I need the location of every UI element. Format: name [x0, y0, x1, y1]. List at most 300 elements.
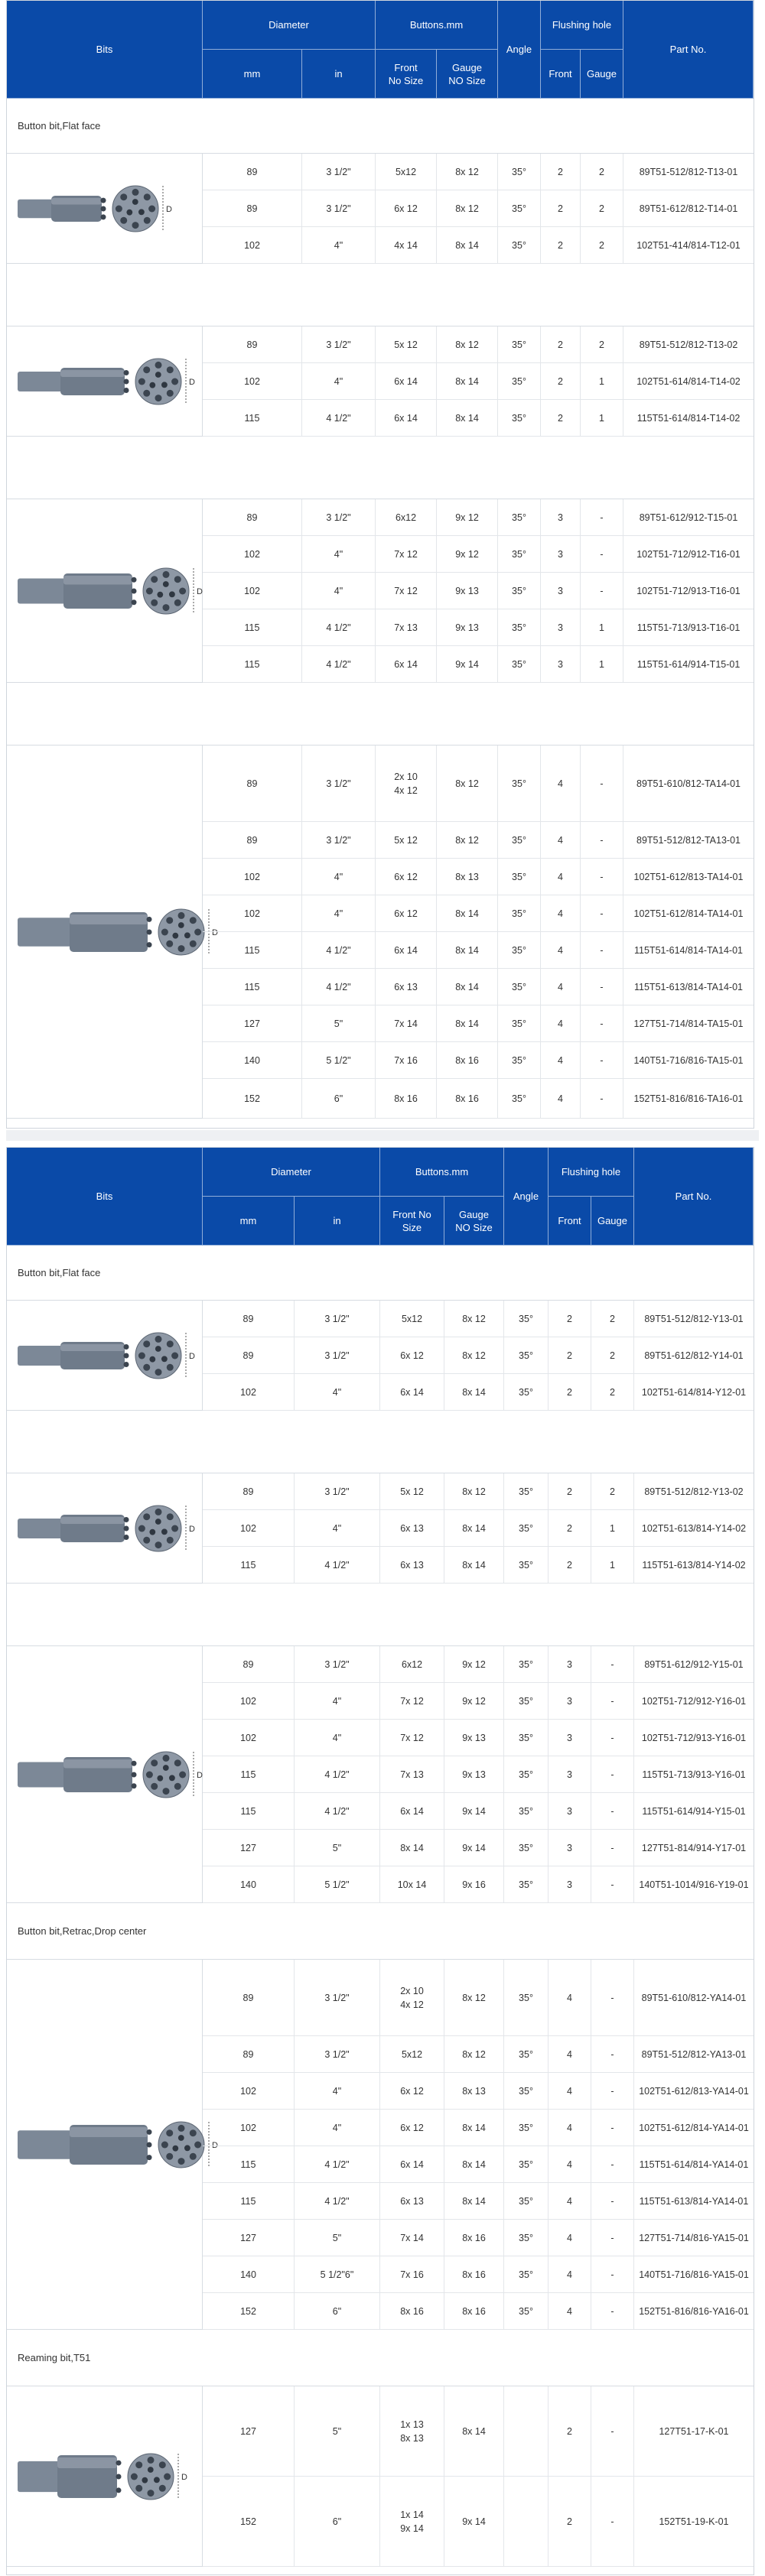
cell-part-no: 127T51-714/816-YA15-01 [639, 2232, 749, 2243]
cell-front-size: 6x12 [376, 499, 437, 535]
bit-tip-button [132, 1761, 137, 1766]
face-button [138, 1353, 145, 1359]
cell-front-size: 6x 14 [380, 1374, 444, 1410]
face-button [146, 588, 153, 595]
cell-in: 4 1/2" [295, 2146, 380, 2182]
cell-angle: 35° [504, 1473, 549, 1509]
cell-gauge-size: 8x 14 [444, 1374, 504, 1410]
cell-flush-front: 4 [549, 2293, 591, 2329]
cell-part-no: 115T51-614/914-Y15-01 [642, 1805, 746, 1817]
face-button [178, 912, 185, 919]
cell-in: 3 1/2" [302, 822, 376, 858]
cell-flush-front: 2 [549, 1301, 591, 1337]
cell-flush-gauge: - [591, 1830, 634, 1866]
cell-front-size: 6x 13 [380, 1510, 444, 1546]
cell-gauge-size: 8x 14 [437, 1005, 498, 1041]
table-row [203, 154, 754, 190]
cell-part-no: 115T51-613/814-Y14-02 [642, 1559, 746, 1571]
header-flushing-hole: Flushing hole [549, 1148, 634, 1197]
cell-gauge-size: 8x 12 [444, 1301, 504, 1337]
cell-part-no: 115T51-614/814-TA14-01 [634, 944, 743, 956]
cell-in: 3 1/2" [302, 190, 376, 226]
table-row [203, 190, 754, 227]
cell-angle: 35° [504, 2256, 549, 2292]
cell-part-no: 89T51-612/812-T14-01 [639, 203, 738, 214]
face-button [148, 2490, 155, 2496]
diameter-label: D [189, 1525, 195, 1534]
cell-gauge-size: 9x 13 [444, 1720, 504, 1756]
cell-in: 3 1/2" [295, 1646, 380, 1682]
face-button [143, 390, 150, 397]
cell-part-no: 102T51-712/912-Y16-01 [641, 1695, 747, 1707]
bit-tip-button [116, 2461, 122, 2466]
cell-angle: 35° [504, 1756, 549, 1792]
cell-flush-gauge: - [591, 2146, 634, 2182]
cell-flush-front: 4 [549, 2256, 591, 2292]
table-row [203, 646, 754, 683]
cell-flush-front: 2 [549, 1374, 591, 1410]
cell-front-size: 6x12 [380, 1646, 444, 1682]
cell-angle: 35° [504, 2146, 549, 2182]
cell-flush-front: 3 [541, 536, 581, 572]
cell-gauge-size: 8x 14 [437, 895, 498, 931]
cell-part-no: 127T51-17-K-01 [659, 2425, 729, 2437]
bit-shank [18, 2130, 76, 2159]
section-title: Reaming bit,T51 [7, 2330, 754, 2386]
face-button [166, 2153, 173, 2160]
cell-mm: 115 [203, 646, 302, 682]
blank-row [7, 437, 754, 499]
cell-mm: 152 [203, 2293, 295, 2329]
cell-flush-front: 4 [541, 859, 581, 895]
cell-front-size: 8x 14 [380, 1830, 444, 1866]
cell-part-no: 89T51-512/812-T13-02 [639, 339, 738, 350]
drop-center-bit-image [7, 499, 203, 683]
header-angle: Angle [504, 1148, 549, 1246]
diameter-label: D [181, 2473, 187, 2482]
bit-highlight [60, 1344, 125, 1351]
header-front: Front [541, 50, 581, 99]
cell-mm: 102 [203, 1720, 295, 1756]
cell-mm: 89 [203, 326, 302, 362]
face-button [169, 591, 175, 597]
cell-in: 4 1/2" [302, 969, 376, 1005]
bit-highlight [70, 2127, 148, 2137]
cell-flush-front: 4 [541, 746, 581, 821]
cell-mm: 127 [203, 2220, 295, 2256]
bit-image-cell [7, 1301, 203, 1411]
header-gauge: Gauge [591, 1197, 634, 1246]
cell-mm: 102 [203, 363, 302, 399]
cell-angle: 35° [498, 1005, 541, 1041]
cell-front-size: 7x 12 [376, 536, 437, 572]
face-button [142, 2477, 148, 2483]
cell-in: 4" [302, 895, 376, 931]
face-button [155, 395, 162, 401]
cell-flush-gauge: - [591, 1720, 634, 1756]
face-button [143, 1340, 150, 1347]
cell-gauge-size: 8x 14 [437, 227, 498, 263]
cell-angle: 35° [498, 1079, 541, 1118]
cell-front-size: 5x 12 [380, 1473, 444, 1509]
face-button [155, 372, 161, 378]
face-button [155, 362, 162, 369]
cell-mm: 140 [203, 2256, 295, 2292]
face-button [126, 210, 132, 216]
cell-angle [504, 2386, 549, 2476]
cell-mm: 102 [203, 573, 302, 609]
cell-mm: 102 [203, 2110, 295, 2146]
cell-mm: 115 [203, 932, 302, 968]
cell-angle: 35° [504, 1683, 549, 1719]
cell-in: 5" [295, 2220, 380, 2256]
cell-angle: 35° [504, 1547, 549, 1583]
face-button [157, 592, 163, 598]
cell-mm: 102 [203, 895, 302, 931]
cell-flush-gauge: 1 [591, 1547, 634, 1583]
cell-flush-gauge: - [581, 895, 623, 931]
header-angle: Angle [498, 1, 541, 99]
cell-in: 4" [302, 573, 376, 609]
face-button [163, 1755, 170, 1762]
bit-highlight [60, 370, 125, 377]
cell-part-no: 115T51-713/913-T16-01 [636, 622, 741, 633]
cell-flush-gauge: 2 [591, 1337, 634, 1373]
cell-in: 4" [302, 536, 376, 572]
cell-angle: 35° [498, 895, 541, 931]
flat-face-bit-short-image [7, 154, 203, 264]
cell-flush-gauge: - [591, 1960, 634, 2035]
cell-in: 4" [295, 2110, 380, 2146]
cell-gauge-size: 9x 16 [444, 1866, 504, 1902]
cell-in: 4" [302, 859, 376, 895]
cell-in: 4 1/2" [295, 1547, 380, 1583]
face-button [167, 1537, 174, 1544]
cell-part-no: 89T51-610/812-YA14-01 [641, 1992, 747, 2003]
table-row [203, 2036, 754, 2073]
header-part-no: Part No. [623, 1, 754, 99]
bit-tip-button [147, 2155, 152, 2160]
table-row [203, 2256, 754, 2293]
face-button [171, 1525, 178, 1532]
face-button [155, 1541, 162, 1548]
cell-in: 3 1/2" [302, 326, 376, 362]
table-row [203, 1005, 754, 1042]
cell-angle: 35° [498, 646, 541, 682]
table-row [203, 326, 754, 363]
cell-angle: 35° [498, 326, 541, 362]
face-button [178, 945, 185, 952]
cell-gauge-size: 8x 14 [437, 400, 498, 436]
cell-flush-gauge: 2 [581, 154, 623, 190]
cell-gauge-size: 8x 12 [437, 746, 498, 821]
cell-front-size: 7x 12 [380, 1720, 444, 1756]
face-button [178, 2135, 184, 2141]
face-button [138, 1525, 145, 1532]
bit-tip-button [132, 577, 137, 583]
cell-flush-front: 2 [549, 1337, 591, 1373]
table-row [203, 609, 754, 646]
cell-mm: 89 [203, 822, 302, 858]
cell-angle: 35° [504, 1301, 549, 1337]
cell-gauge-size: 8x 12 [437, 190, 498, 226]
header-gauge-no-size: Gauge NO Size [437, 50, 498, 99]
cell-gauge-size: 8x 13 [437, 859, 498, 895]
cell-front-size: 8x 16 [376, 1079, 437, 1118]
table-row [203, 2293, 754, 2330]
retrac-bit-image [7, 746, 218, 1119]
table-row [203, 746, 754, 822]
cell-angle: 35° [498, 609, 541, 645]
cell-in: 4" [295, 1720, 380, 1756]
cell-in: 4 1/2" [302, 932, 376, 968]
cell-part-no: 102T51-614/814-T14-02 [636, 375, 741, 387]
table-row [203, 932, 754, 969]
bit-image-cell [7, 154, 203, 264]
face-button [190, 2129, 197, 2136]
cell-flush-gauge: 1 [581, 646, 623, 682]
cell-gauge-size: 8x 14 [437, 932, 498, 968]
cell-angle: 35° [498, 573, 541, 609]
table-row [203, 1079, 754, 1119]
bit-tip-button [132, 1772, 137, 1778]
bit-tip-button [147, 942, 152, 947]
cell-mm: 115 [203, 1756, 295, 1792]
cell-flush-gauge: - [591, 1866, 634, 1902]
header-buttons: Buttons.mm [380, 1148, 504, 1197]
cell-angle: 35° [504, 2183, 549, 2219]
cell-flush-gauge: - [581, 746, 623, 821]
cell-flush-gauge: - [591, 1793, 634, 1829]
cell-in: 4" [295, 1374, 380, 1410]
cell-part-no: 89T51-612/912-Y15-01 [644, 1658, 744, 1670]
cell-front-size: 6x 14 [376, 400, 437, 436]
cell-part-no: 115T51-614/914-T15-01 [636, 658, 741, 670]
header-front: Front [549, 1197, 591, 1246]
bit-tip-button [124, 1353, 129, 1359]
bit-image-cell [7, 1960, 218, 2330]
face-button [148, 2467, 154, 2473]
cell-angle: 35° [498, 932, 541, 968]
cell-angle: 35° [498, 227, 541, 263]
cell-mm: 115 [203, 2146, 295, 2182]
face-button [163, 581, 169, 587]
cell-in: 4" [295, 1510, 380, 1546]
cell-in: 4 1/2" [302, 646, 376, 682]
diameter-label: D [212, 2141, 218, 2150]
bit-highlight [70, 914, 148, 924]
cell-mm: 115 [203, 609, 302, 645]
face-button [151, 1783, 158, 1790]
face-button [163, 1765, 169, 1771]
cell-angle: 35° [504, 1866, 549, 1902]
bit-tip-button [147, 2129, 152, 2135]
diameter-label: D [212, 928, 218, 937]
cell-gauge-size: 8x 16 [444, 2220, 504, 2256]
cell-mm: 89 [203, 1301, 295, 1337]
cell-part-no: 102T51-612/814-TA14-01 [633, 908, 744, 919]
bit-highlight [57, 2457, 117, 2468]
cell-gauge-size: 8x 12 [444, 1337, 504, 1373]
cell-flush-gauge: - [591, 2256, 634, 2292]
cell-in: 3 1/2" [295, 2036, 380, 2072]
cell-angle: 35° [504, 1374, 549, 1410]
face-button [135, 2461, 142, 2468]
table-row [203, 363, 754, 400]
face-button [155, 1369, 162, 1376]
face-button [174, 576, 181, 583]
cell-flush-front: 3 [541, 499, 581, 535]
cell-in: 4 1/2" [295, 2183, 380, 2219]
cell-in: 3 1/2" [295, 1473, 380, 1509]
cell-angle: 35° [504, 2220, 549, 2256]
cell-mm: 89 [203, 154, 302, 190]
cell-front-size: 6x 12 [380, 2110, 444, 2146]
cell-mm: 152 [203, 1079, 302, 1118]
cell-front-size: 6x 14 [380, 2146, 444, 2182]
cell-gauge-size: 8x 13 [444, 2073, 504, 2109]
cell-angle: 35° [498, 859, 541, 895]
face-button [166, 2129, 173, 2136]
cell-flush-gauge: 2 [581, 190, 623, 226]
bit-shank [18, 2461, 63, 2492]
face-button [149, 382, 155, 388]
face-button [143, 1513, 150, 1520]
cell-flush-gauge: 2 [581, 227, 623, 263]
cell-part-no: 89T51-512/812-Y13-02 [644, 1486, 744, 1497]
table-row [203, 1473, 754, 1510]
cell-gauge-size: 8x 12 [444, 1960, 504, 2035]
face-button [148, 206, 155, 213]
bit-shank [18, 1519, 66, 1538]
cell-flush-front: 4 [541, 895, 581, 931]
flat-face-bit-image [7, 326, 203, 437]
face-button [194, 2142, 201, 2149]
cell-mm: 102 [203, 1510, 295, 1546]
bit-shank [18, 578, 70, 603]
bit-tip-button [101, 206, 106, 212]
cell-flush-front: 3 [549, 1866, 591, 1902]
face-button [161, 382, 168, 388]
table-row [203, 1793, 754, 1830]
bit-tip-button [124, 1535, 129, 1540]
face-button [143, 1537, 150, 1544]
header-front-no-size: Front No Size [380, 1197, 444, 1246]
header-front-no-size: Front No Size [376, 50, 437, 99]
cell-front-size: 7x 16 [380, 2256, 444, 2292]
cell-front-size: 1x 14 9x 14 [380, 2477, 444, 2566]
cell-flush-gauge: - [591, 2293, 634, 2329]
cell-flush-gauge: - [581, 1079, 623, 1118]
face-button [144, 193, 151, 200]
cell-flush-front: 3 [549, 1683, 591, 1719]
table-row [203, 1720, 754, 1756]
cell-flush-gauge: - [581, 822, 623, 858]
cell-angle: 35° [498, 154, 541, 190]
cell-front-size: 1x 13 8x 13 [380, 2386, 444, 2476]
cell-mm: 102 [203, 227, 302, 263]
table-row [203, 1042, 754, 1079]
bit-highlight [63, 576, 132, 585]
blank-row [7, 1584, 754, 1646]
face-button [161, 929, 168, 936]
bit-image-cell [7, 746, 218, 1119]
cell-flush-gauge: - [581, 859, 623, 895]
cell-part-no: 89T51-512/812-YA13-01 [641, 2048, 747, 2060]
cell-flush-gauge: - [591, 2386, 634, 2476]
section-title: Button bit,Retrac,Drop center [7, 1903, 754, 1960]
face-button [167, 366, 174, 373]
cell-front-size: 5x12 [380, 1301, 444, 1337]
cell-flush-front: 4 [541, 932, 581, 968]
table-row [203, 1646, 754, 1683]
cell-front-size: 7x 14 [376, 1005, 437, 1041]
table-row [203, 536, 754, 573]
cell-part-no: 102T51-414/814-T12-01 [636, 239, 741, 251]
cell-flush-gauge: 2 [591, 1301, 634, 1337]
cell-angle: 35° [498, 969, 541, 1005]
cell-front-size: 7x 12 [380, 1683, 444, 1719]
header-bits: Bits [7, 1148, 203, 1246]
cell-gauge-size: 9x 13 [437, 609, 498, 645]
cell-gauge-size: 8x 14 [444, 2183, 504, 2219]
cell-gauge-size: 8x 12 [444, 2036, 504, 2072]
cell-gauge-size: 8x 12 [437, 822, 498, 858]
face-button [161, 2142, 168, 2149]
bit-tip-button [116, 2487, 122, 2493]
face-button [167, 1340, 174, 1347]
face-button [163, 1788, 170, 1795]
face-button [194, 929, 201, 936]
cell-part-no: 152T51-19-K-01 [659, 2516, 729, 2527]
cell-in: 4 1/2" [302, 400, 376, 436]
cell-gauge-size: 9x 14 [444, 1793, 504, 1829]
cell-part-no: 102T51-712/912-T16-01 [636, 548, 741, 560]
table-row [203, 2220, 754, 2256]
cell-gauge-size: 9x 14 [444, 1830, 504, 1866]
face-button [163, 571, 170, 578]
reaming-bit-image [7, 2386, 203, 2567]
cell-mm: 102 [203, 1374, 295, 1410]
bit-highlight [51, 198, 102, 205]
cell-front-size: 5x 12 [376, 822, 437, 858]
cell-gauge-size: 8x 16 [444, 2293, 504, 2329]
cell-flush-front: 2 [541, 400, 581, 436]
cell-part-no: 89T51-610/812-TA14-01 [636, 778, 741, 789]
cell-mm: 152 [203, 2477, 295, 2566]
cell-flush-gauge: 1 [581, 400, 623, 436]
cell-angle: 35° [498, 400, 541, 436]
cell-gauge-size: 8x 12 [437, 326, 498, 362]
cell-flush-front: 2 [549, 1510, 591, 1546]
cell-in: 6" [302, 1079, 376, 1118]
face-button [179, 588, 186, 595]
cell-angle: 35° [504, 2110, 549, 2146]
face-button [159, 2485, 166, 2492]
cell-front-size: 7x 14 [380, 2220, 444, 2256]
cell-angle: 35° [498, 499, 541, 535]
face-button [155, 1509, 162, 1515]
cell-mm: 89 [203, 1960, 295, 2035]
header-gauge-no-size: Gauge NO Size [444, 1197, 504, 1246]
cell-front-size: 5x12 [380, 2036, 444, 2072]
cell-angle [504, 2477, 549, 2566]
cell-flush-front: 3 [541, 609, 581, 645]
cell-part-no: 102T51-712/913-T16-01 [636, 585, 741, 596]
face-button [167, 1513, 174, 1520]
face-button [166, 940, 173, 947]
cell-mm: 140 [203, 1866, 295, 1902]
